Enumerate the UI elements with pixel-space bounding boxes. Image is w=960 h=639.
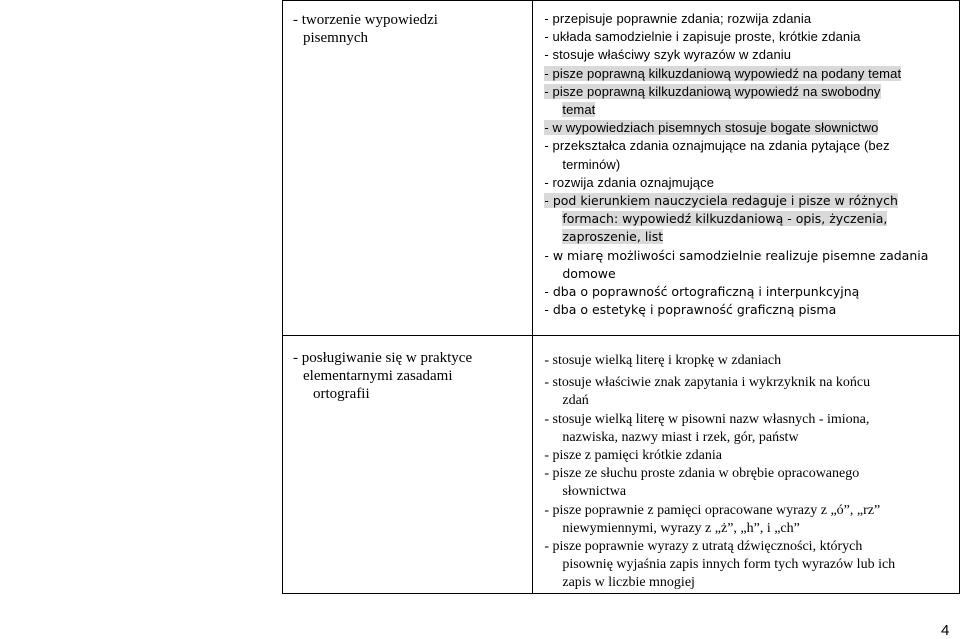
requirement-line: [544, 192, 959, 210]
requirement-line: - stosuje wielką literę i kropkę w zdaniach: [544, 353, 782, 368]
requirement-line: [544, 65, 959, 83]
skill-area-line: ortografii: [313, 386, 370, 402]
requirement-line: terminów): [562, 156, 621, 172]
table-row: [283, 1, 960, 336]
requirement-item: [544, 502, 959, 538]
requirement-line: - w miarę możliwości samodzielnie realizuje pisemne zadania: [544, 247, 929, 263]
requirement-line-text: - pod kierunkiem nauczyciela redaguje i pisze w różnych: [544, 193, 898, 209]
requirement-line: nazwiska, nazwy miast i rzek, gór, państw: [562, 429, 799, 445]
requirement-item: [544, 46, 959, 64]
requirement-item: [544, 119, 959, 137]
requirement-item: [544, 283, 959, 301]
requirement-line: - pisze poprawnie wyrazy z utratą dźwięczności, których: [544, 539, 863, 555]
requirement-line: - pisze z pamięci krótkie zdania: [544, 448, 722, 464]
requirement-line: [544, 210, 959, 228]
requirements-cell: [533, 336, 960, 594]
requirement-line: - stosuje właściwie znak zapytania i wykrzyknik na końcu: [544, 375, 871, 391]
requirement-line: pisownię wyjaśnia zapis innych form tych wyrazów lub ich: [562, 557, 896, 573]
requirement-line: [544, 101, 959, 119]
requirement-line: domowe: [562, 265, 616, 281]
requirement-line: niewymiennymi, wyrazy z „ż”, „h”, i „ch”: [562, 520, 800, 536]
skill-area-text: [293, 11, 532, 47]
requirement-item: [544, 10, 959, 28]
requirement-line-text: - w wypowiedziach pisemnych stosuje bogate słownictwo: [544, 120, 879, 136]
requirement-item: [544, 28, 959, 46]
requirements-cell: [533, 1, 960, 336]
requirement-item: [544, 352, 959, 370]
requirement-line: [544, 83, 959, 101]
requirement-line: - rozwija zdania oznajmujące: [544, 174, 715, 190]
requirements-list: [533, 336, 959, 593]
skill-area-cell: [283, 1, 533, 336]
skill-area-line: - posługiwanie się w praktyce: [293, 350, 473, 366]
requirement-line: słownictwa: [562, 484, 627, 500]
skill-area-line: - tworzenie wypowiedzi: [293, 12, 438, 28]
requirement-line-text: - pisze poprawną kilkuzdaniową wypowiedź na swobodny: [544, 83, 881, 99]
requirement-line-text: formach: wypowiedź kilkuzdaniową - opis, życzenia,: [562, 211, 888, 227]
requirement-line: - dba o poprawność ortograficzną i interpunkcyjną: [544, 284, 860, 300]
requirement-line-text: - pisze poprawną kilkuzdaniową wypowiedź na podany temat: [544, 65, 902, 81]
skill-area-text: [293, 349, 532, 403]
requirement-line-text: temat: [562, 102, 596, 118]
requirement-item: [544, 411, 959, 447]
curriculum-table: [282, 0, 960, 594]
requirement-item: [544, 447, 959, 465]
skill-area-line: pisemnych: [303, 30, 368, 46]
skill-area-line: elementarnymi zasadami: [303, 368, 453, 384]
requirement-line: [544, 119, 959, 137]
requirement-item: [544, 65, 959, 83]
requirement-item: [544, 174, 959, 192]
requirement-item: [544, 83, 959, 119]
requirement-item: [544, 374, 959, 410]
requirement-item: [544, 137, 959, 173]
requirement-line: - pisze ze słuchu proste zdania w obrębie opracowanego: [544, 466, 860, 482]
requirement-item: [544, 465, 959, 501]
requirement-line: - pisze poprawnie z pamięci opracowane wyrazy z „ó”, „rz”: [544, 502, 881, 518]
requirement-line: - układa samodzielnie i zapisuje proste, krótkie zdania: [544, 29, 861, 45]
requirement-item: [544, 192, 959, 247]
requirement-item: [544, 538, 959, 593]
requirement-line-text: zaproszenie, list: [562, 229, 664, 245]
requirement-line: - przekształca zdania oznajmujące na zdania pytające (bez: [544, 138, 890, 154]
page-number: 4: [941, 622, 950, 639]
requirement-line: - przepisuje poprawnie zdania; rozwija zdania: [544, 11, 812, 26]
requirement-line: - stosuje wielką literę w pisowni nazw własnych - imiona,: [544, 411, 870, 427]
requirement-line: zdań: [562, 393, 589, 409]
requirement-line: - dba o estetykę i poprawność graficzną pisma: [544, 302, 837, 318]
requirement-item: [544, 301, 959, 319]
requirement-item: [544, 247, 959, 283]
requirements-list: [533, 1, 959, 319]
requirement-line: zapis w liczbie mnogiej: [562, 575, 695, 591]
requirement-line: [544, 228, 959, 246]
skill-area-cell: [283, 336, 533, 594]
requirement-line: - stosuje właściwy szyk wyrazów w zdaniu: [544, 47, 792, 63]
table-row: [283, 336, 960, 594]
